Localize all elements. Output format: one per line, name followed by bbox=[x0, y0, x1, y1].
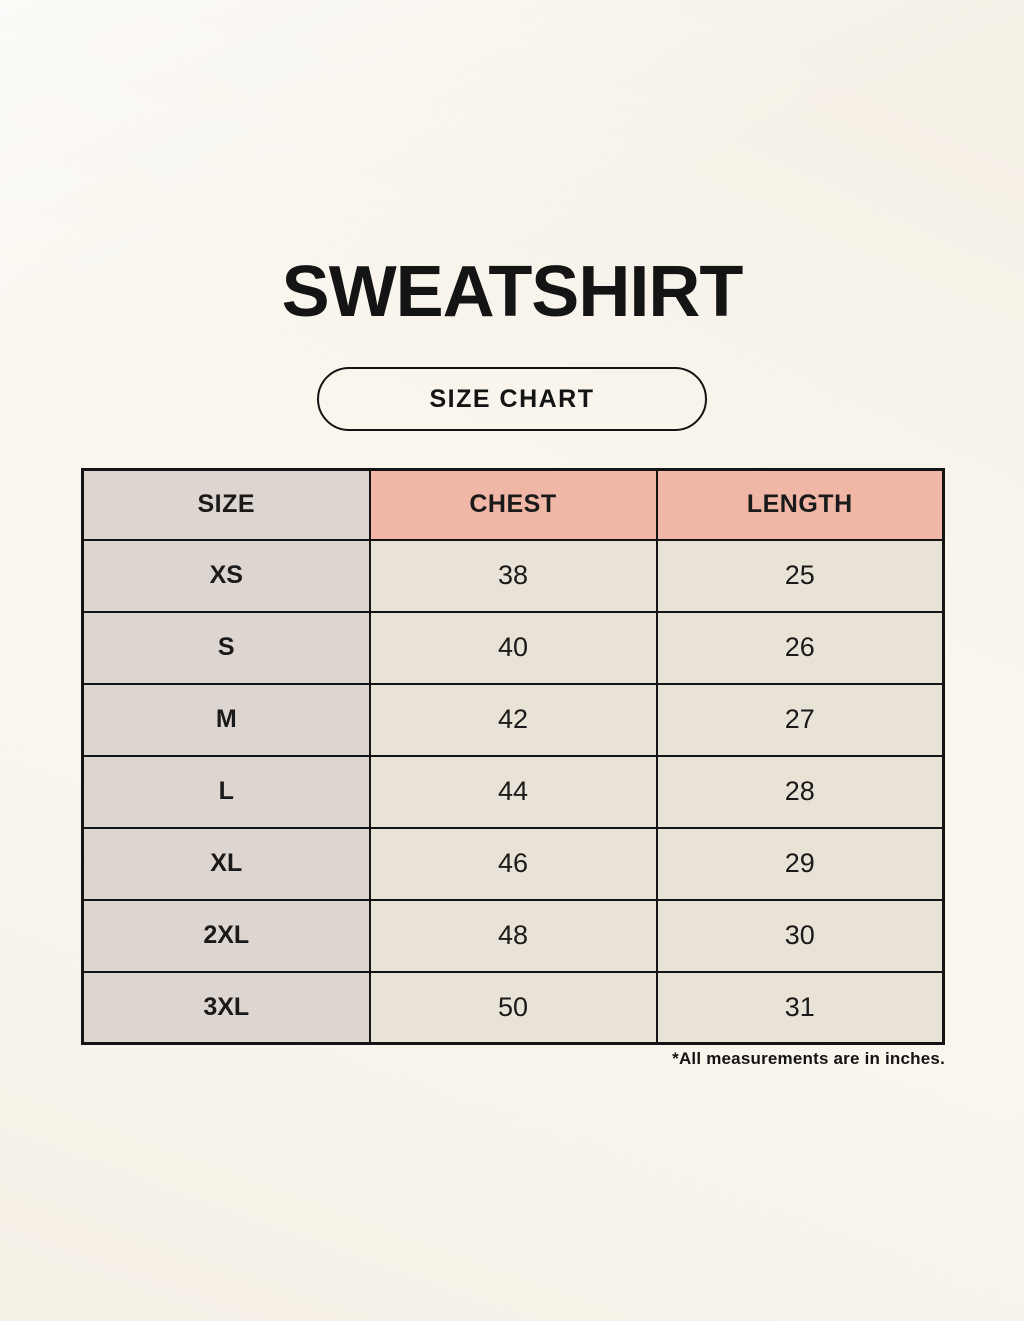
table-row-xl bbox=[83, 828, 944, 900]
table-row-l bbox=[83, 756, 944, 828]
table-row-xs bbox=[83, 540, 944, 612]
table-row-s bbox=[83, 612, 944, 684]
size-cell: XS bbox=[83, 540, 370, 612]
table-row-3xl bbox=[83, 972, 944, 1044]
size-cell: L bbox=[83, 756, 370, 828]
table-header-row bbox=[83, 470, 944, 540]
size-cell: 3XL bbox=[83, 972, 370, 1044]
chest-cell: 40 bbox=[370, 612, 657, 684]
chest-cell: 48 bbox=[370, 900, 657, 972]
page-title: SWEATSHIRT bbox=[281, 252, 743, 332]
length-cell: 31 bbox=[657, 972, 944, 1044]
chest-cell: 46 bbox=[370, 828, 657, 900]
size-chart-badge-label: SIZE CHART bbox=[429, 384, 595, 413]
length-cell: 26 bbox=[657, 612, 944, 684]
column-header-size: SIZE bbox=[83, 470, 370, 540]
size-chart-badge bbox=[317, 367, 707, 431]
chest-cell: 42 bbox=[370, 684, 657, 756]
size-table-container bbox=[81, 468, 945, 1045]
length-cell: 29 bbox=[657, 828, 944, 900]
chest-cell: 38 bbox=[370, 540, 657, 612]
table-row-2xl bbox=[83, 900, 944, 972]
size-cell: XL bbox=[83, 828, 370, 900]
size-cell: 2XL bbox=[83, 900, 370, 972]
size-chart-table bbox=[81, 468, 945, 1045]
table-row-m bbox=[83, 684, 944, 756]
column-header-chest: CHEST bbox=[370, 470, 657, 540]
length-cell: 27 bbox=[657, 684, 944, 756]
size-cell: M bbox=[83, 684, 370, 756]
length-cell: 25 bbox=[657, 540, 944, 612]
measurements-footnote: *All measurements are in inches. bbox=[672, 1049, 945, 1068]
chest-cell: 44 bbox=[370, 756, 657, 828]
column-header-length: LENGTH bbox=[657, 470, 944, 540]
length-cell: 28 bbox=[657, 756, 944, 828]
length-cell: 30 bbox=[657, 900, 944, 972]
chest-cell: 50 bbox=[370, 972, 657, 1044]
size-cell: S bbox=[83, 612, 370, 684]
